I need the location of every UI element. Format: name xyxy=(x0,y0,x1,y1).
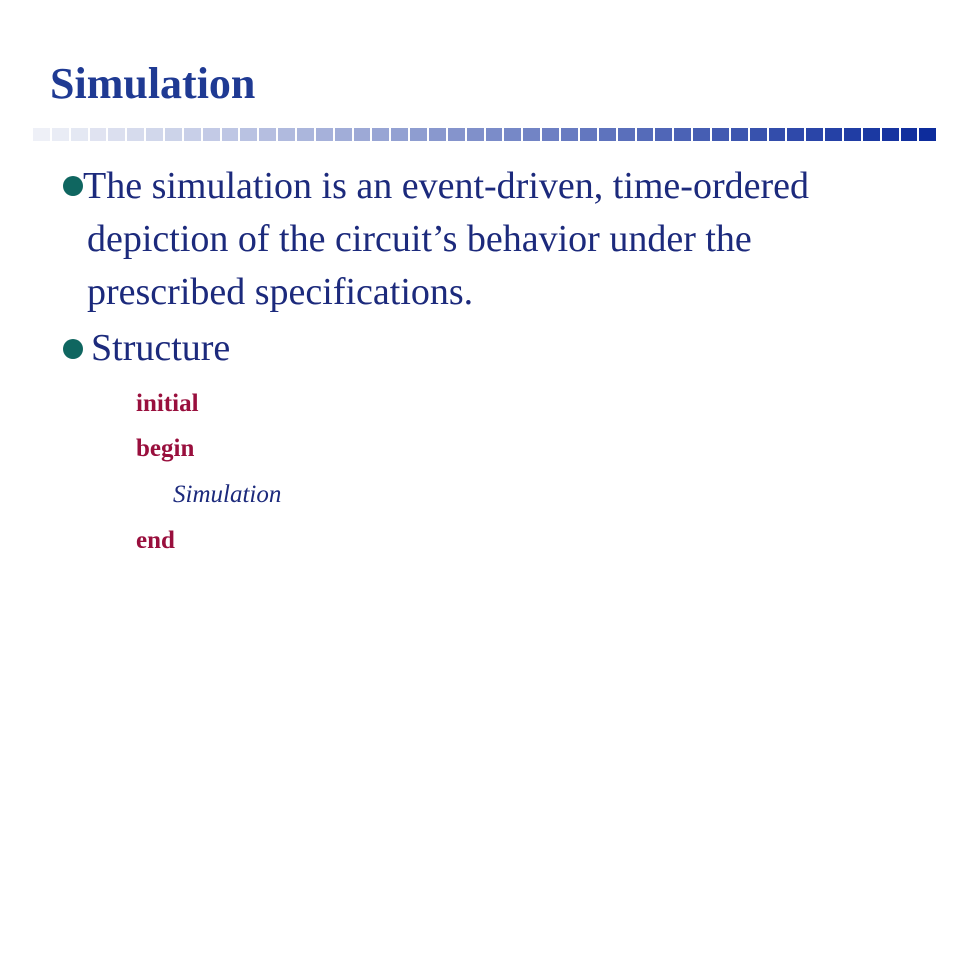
divider-segment xyxy=(712,128,729,141)
divider-segment xyxy=(108,128,125,141)
divider-segment xyxy=(222,128,239,141)
code-keyword-end: end xyxy=(136,527,175,554)
divider-segment xyxy=(806,128,823,141)
bullet-text: Structure xyxy=(91,327,231,369)
divider-segment xyxy=(71,128,88,141)
divider-segment xyxy=(33,128,50,141)
bullet-text: The simulation is an event-driven, time-ordered depiction of the circuit’s behavior under the prescribed specifications. xyxy=(83,165,809,313)
divider-segment xyxy=(297,128,314,141)
divider-segment xyxy=(825,128,842,141)
divider-segment xyxy=(750,128,767,141)
divider-segment xyxy=(863,128,880,141)
divider-segment xyxy=(731,128,748,141)
divider-segment xyxy=(655,128,672,141)
divider-segment xyxy=(410,128,427,141)
divider-segment xyxy=(618,128,635,141)
divider-segment xyxy=(127,128,144,141)
divider-segment xyxy=(278,128,295,141)
divider-segment xyxy=(335,128,352,141)
divider-segment xyxy=(919,128,936,141)
divider-segment xyxy=(787,128,804,141)
divider-segment xyxy=(542,128,559,141)
divider-segment xyxy=(429,128,446,141)
divider-segment xyxy=(674,128,691,141)
divider-segment xyxy=(504,128,521,141)
divider-segment xyxy=(901,128,918,141)
divider-segment xyxy=(391,128,408,141)
divider-segment xyxy=(316,128,333,141)
divider-segment xyxy=(486,128,503,141)
bullet-dot-icon xyxy=(63,339,83,359)
divider-segment xyxy=(580,128,597,141)
divider-segment xyxy=(354,128,371,141)
divider-segment xyxy=(165,128,182,141)
divider-segment xyxy=(769,128,786,141)
divider-segment xyxy=(693,128,710,141)
divider-segment xyxy=(90,128,107,141)
divider-segment xyxy=(240,128,257,141)
divider-segment xyxy=(467,128,484,141)
divider-segment xyxy=(844,128,861,141)
divider-segment xyxy=(184,128,201,141)
code-keyword-begin: begin xyxy=(136,435,195,462)
divider-segment xyxy=(146,128,163,141)
divider-segment xyxy=(561,128,578,141)
divider-segment xyxy=(448,128,465,141)
code-keyword-initial: initial xyxy=(136,390,199,417)
divider-segment xyxy=(259,128,276,141)
divider-segment xyxy=(372,128,389,141)
divider-segment xyxy=(599,128,616,141)
divider-segment xyxy=(203,128,220,141)
code-body-simulation: Simulation xyxy=(173,481,282,508)
divider-segment xyxy=(637,128,654,141)
divider-segment xyxy=(52,128,69,141)
divider-segment xyxy=(523,128,540,141)
bullet-dot-icon xyxy=(63,176,83,196)
slide-title: Simulation xyxy=(50,59,256,108)
divider-segment xyxy=(882,128,899,141)
title-divider-gradient-bar xyxy=(33,128,936,141)
